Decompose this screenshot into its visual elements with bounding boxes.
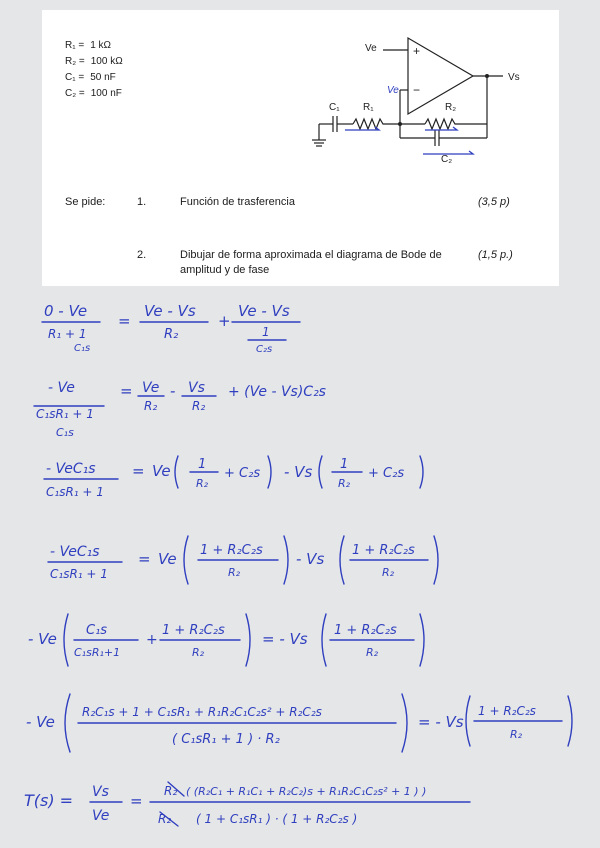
eq6-f-den: R₂: [510, 728, 523, 741]
circuit-label-vs: Vs: [508, 72, 520, 83]
eq4-lhs-denominator: C₁sR₁ + 1: [50, 567, 108, 581]
circuit-label-ve: Ve: [365, 43, 377, 54]
task-2-text-line1: Dibujar de forma aproximada el diagrama de Bode de: [180, 249, 442, 261]
eq6-f-num: 1 + R₂C₂s: [478, 704, 536, 718]
circuit-label-r2: R₂: [445, 102, 457, 113]
eq2-term2-num: Vs: [188, 380, 205, 396]
eq1-term1-den: R₂: [164, 327, 179, 342]
eq2-lhs-numerator: - Ve: [48, 380, 75, 396]
eq3-mid: - Vs: [284, 463, 313, 481]
task-2-points: (1,5 p.): [478, 249, 513, 261]
eq1-term2-den-b: C₂s: [256, 344, 273, 355]
eq5-eq: = - Vs: [262, 630, 308, 648]
eq6-pre: - Ve: [26, 713, 55, 731]
eq1-plus: +: [218, 312, 231, 330]
eq3-lhs-numerator: - VeC₁s: [46, 461, 96, 477]
eq4-f1-num: 1 + R₂C₂s: [200, 543, 263, 558]
eq3-f1-num: 1: [198, 457, 207, 472]
given-r2: R₂ = 100 kΩ: [65, 56, 123, 67]
eq1-lhs-den-a: R₁ + 1: [48, 327, 87, 341]
eq5-f2-den: R₂: [192, 646, 205, 659]
circuit-diagram: [305, 28, 545, 168]
eq1-term2-num: Ve - Vs: [238, 302, 290, 320]
eq6-denominator: ( C₁sR₁ + 1 ) · R₂: [172, 732, 280, 747]
eq7-frac-den: Ve: [92, 808, 110, 824]
eq4-equals: =: [138, 550, 151, 568]
eq1-term2-den-a: 1: [262, 325, 270, 339]
eq3-f1-den: R₂: [196, 477, 209, 490]
eq3-f1-plus: + C₂s: [224, 466, 261, 481]
eq4-f2-num: 1 + R₂C₂s: [352, 543, 415, 558]
eq7-numerator: ( (R₂C₁ + R₁C₁ + R₂C₂)s + R₁R₂C₁C₂s² + 1 ) ): [186, 785, 427, 798]
eq2-term2-den: R₂: [192, 399, 206, 413]
circuit-label-minus: −: [413, 83, 421, 97]
eq2-term1-num: Ve: [142, 380, 160, 396]
eq3-f2-plus: + C₂s: [368, 466, 405, 481]
eq3-f2-num: 1: [340, 457, 349, 472]
eq7-den-r2-crossed: R₂: [158, 812, 172, 826]
task-1-text: Función de trasferencia: [180, 196, 295, 208]
given-r1: R₁ = 1 kΩ: [65, 40, 112, 51]
eq6-eq: = - Vs: [418, 713, 464, 731]
eq7-num-r2-crossed: R₂: [164, 784, 178, 798]
eq5-f2-num: 1 + R₂C₂s: [162, 623, 225, 638]
eq7-frac-num: Vs: [92, 784, 109, 800]
eq1-lhs-numerator: 0 - Ve: [44, 302, 88, 320]
circuit-label-ve-hand: Ve: [387, 85, 399, 96]
given-c1: C₁ = 50 nF: [65, 72, 116, 83]
eq2-lhs-den-b: C₁s: [56, 426, 74, 439]
eq2-tail: + (Ve - Vs)C₂s: [228, 384, 326, 400]
task-2-number: 2.: [137, 249, 147, 261]
task-1-points: (3,5 p): [478, 196, 510, 208]
eq5-f3-den: R₂: [366, 646, 379, 659]
eq5-plus: +: [146, 632, 158, 648]
eq4-mid: - Vs: [296, 550, 325, 568]
eq3-lhs-denominator: C₁sR₁ + 1: [46, 485, 104, 499]
eq7-equals: =: [130, 792, 143, 810]
circuit-label-c2: C₂: [441, 154, 453, 165]
task-label: Se pide:: [65, 196, 106, 208]
eq5-f1-den: C₁sR₁+1: [74, 646, 121, 659]
eq2-equals: =: [120, 382, 133, 400]
handwritten-derivation: [0, 296, 600, 848]
eq3-equals: =: [132, 462, 145, 480]
eq7-denominator: ( 1 + C₁sR₁ ) · ( 1 + R₂C₂s ): [196, 812, 358, 826]
eq1-lhs-den-b: C₁s: [74, 343, 91, 354]
eq4-f2-den: R₂: [382, 566, 395, 579]
given-c2: C₂ = 100 nF: [65, 88, 122, 99]
eq4-lhs-numerator: - VeC₁s: [50, 544, 100, 560]
eq5-pre: - Ve: [28, 630, 57, 648]
eq5-f1-num: C₁s: [86, 623, 108, 638]
eq3-f2-den: R₂: [338, 477, 351, 490]
task-1-number: 1.: [137, 196, 147, 208]
eq5-f3-num: 1 + R₂C₂s: [334, 623, 397, 638]
eq7-lhs: T(s) =: [24, 791, 74, 810]
eq1-term1-num: Ve - Vs: [144, 302, 196, 320]
eq2-minus: -: [170, 382, 176, 400]
current-arrow-r1: [345, 127, 379, 130]
circuit-label-r1: R₁: [363, 102, 374, 113]
given-values: [65, 38, 123, 102]
circuit-label-c1: C₁: [329, 102, 340, 113]
task-2-text-line2: amplitud y de fase: [180, 264, 270, 276]
eq1-equals: =: [118, 312, 131, 330]
eq6-numerator: R₂C₁s + 1 + C₁sR₁ + R₁R₂C₁C₂s² + R₂C₂s: [82, 705, 322, 719]
circuit-label-plus: +: [413, 44, 421, 58]
eq3-ve: Ve: [152, 462, 171, 480]
eq2-term1-den: R₂: [144, 399, 158, 413]
eq4-f1-den: R₂: [228, 566, 241, 579]
eq4-ve: Ve: [158, 550, 177, 568]
eq2-lhs-den-a: C₁sR₁ + 1: [36, 407, 94, 421]
